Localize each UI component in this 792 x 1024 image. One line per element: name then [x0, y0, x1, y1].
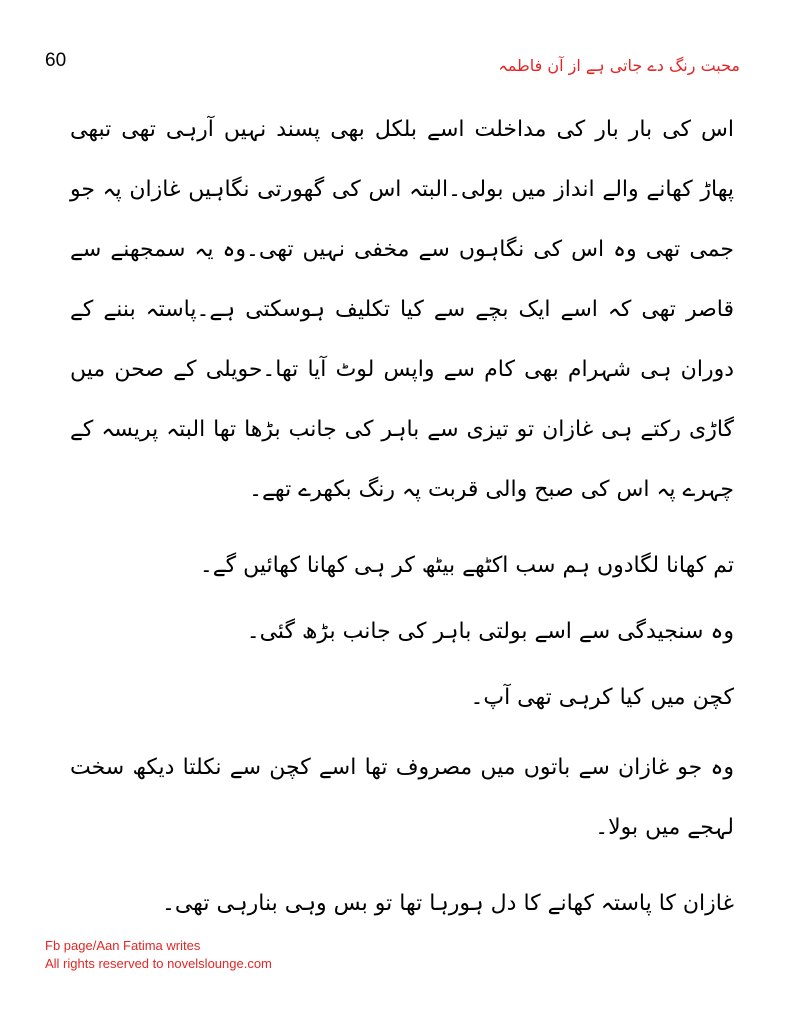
- paragraph-2: تم کھانا لگادوں ہم سب اکٹھے بیٹھ کر ہی کھانا کھائیں گے۔: [199, 553, 734, 578]
- body-text: [70, 100, 734, 924]
- paragraph-6: غازان کا پاستہ کھانے کا دل ہورہا تھا تو بس وہی بنارہی تھی۔: [161, 891, 734, 916]
- paragraph-4: کچن میں کیا کرہی تھی آپ۔: [470, 685, 734, 710]
- paragraph-3: وہ سنجیدگی سے اسے بولتی باہر کی جانب بڑھ گئی۔: [246, 619, 734, 644]
- page-number: 60: [45, 50, 67, 71]
- footer-copyright: All rights reserved to novelslounge.com: [45, 956, 272, 971]
- paragraph-5: وہ جو غازان سے باتوں میں مصروف تھا اسے کچن سے نکلتا دیکھ سخت لہجے میں بولا۔: [70, 755, 734, 840]
- header-title: محبت رنگ دے جاتی ہے از آن فاطمہ: [498, 56, 740, 75]
- footer-facebook-credit: Fb page/Aan Fatima writes: [45, 938, 201, 953]
- paragraph-1: اس کی بار بار کی مداخلت اسے بلکل بھی پسند نہیں آرہی تھی تبھی پھاڑ کھانے والے انداز میں بولی۔البتہ اس کی گھورتی نگاہیں غازان پہ جو جمی تھی وہ اس کی نگاہوں سے مخفی نہیں تھی۔وہ یہ سمجھنے سے قاصر تھی کہ اسے ایک بچے سے کیا تکلیف ہوسکتی ہے۔پاستہ بننے کے دوران ہی شہرام بھی کام سے واپس لوٹ آیا تھا۔حویلی کے صحن میں گاڑی رکتے ہی غازان تو تیزی سے باہر کی جانب بڑھا تھا البتہ پریسہ کے چہرے پہ اس کی صبح والی قربت پہ رنگ بکھرے تھے۔: [70, 117, 734, 502]
- footer: [45, 937, 272, 973]
